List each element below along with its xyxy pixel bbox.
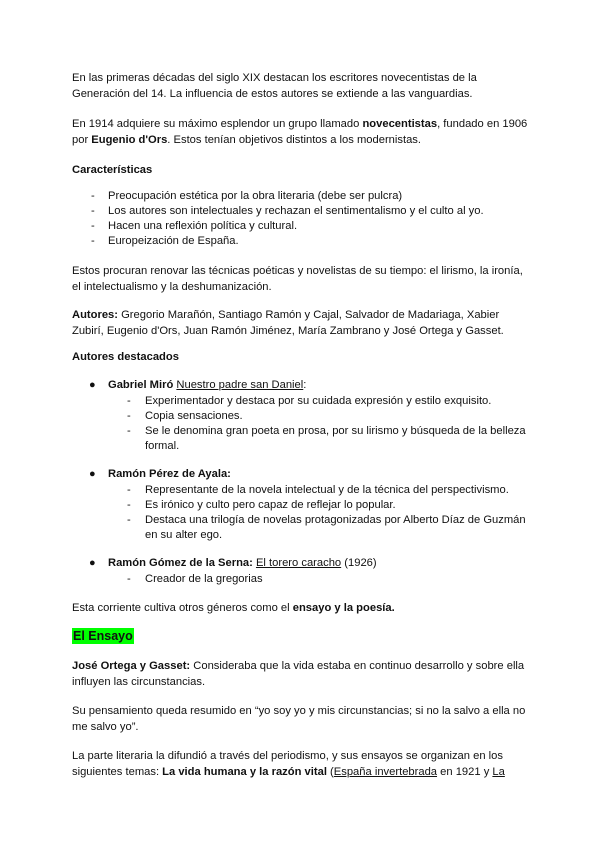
text-run: Gregorio Marañón, Santiago Ramón y Cajal, Salvador de Madariaga, Xabier xyxy=(118,309,500,321)
list-item: Se le denomina gran poeta en prosa, por su lirismo y búsqueda de la belleza xyxy=(145,425,526,437)
renovar-line-2: el intelectualismo y la deshumanización. xyxy=(72,281,272,293)
list-item: Es irónico y culto pero capaz de reflejar lo popular. xyxy=(145,499,396,511)
pensamiento-paragraph xyxy=(72,703,532,735)
work-title: La xyxy=(492,766,505,778)
intro-line-2: Generación del 14. La influencia de estos autores se extiende a las vanguardias. xyxy=(72,88,473,100)
text-run: (1926) xyxy=(341,557,377,569)
dash-bullet: - xyxy=(127,484,131,496)
caracteristicas-heading: Características xyxy=(72,164,153,176)
text-run: Esta corriente cultiva otros géneros como el xyxy=(72,602,293,614)
list-item: Destaca una trilogía de novelas protagonizadas por Alberto Díaz de Guzmán xyxy=(145,514,526,526)
dash-bullet: - xyxy=(127,410,131,422)
text-run: En 1914 adquiere su máximo esplendor un grupo llamado xyxy=(72,118,363,130)
generos-line xyxy=(72,600,532,616)
generos-term: ensayo y la poesía. xyxy=(292,602,395,614)
dash-bullet: - xyxy=(127,573,131,585)
pensamiento-line-1: Su pensamiento queda resumido en “yo soy yo y mis circunstancias; si no la salvo a ella no xyxy=(72,705,526,717)
ortega-line-2: influyen las circunstancias. xyxy=(72,676,206,688)
author-name: Gabriel Miró xyxy=(108,379,174,391)
list-item: Copia sensaciones. xyxy=(145,410,243,422)
dash-bullet: - xyxy=(127,425,131,437)
list-item: Experimentador y destaca por su cuidada expresión y estilo exquisito. xyxy=(145,395,492,407)
autores-line-2: Zubirí, Eugenio d'Ors, Juan Ramón Jiménez, María Zambrano y José Ortega y Gasset. xyxy=(72,325,504,337)
esplendor-line-2 xyxy=(72,132,532,148)
text-run: . Estos tenían objetivos distintos a los modernistas. xyxy=(167,134,422,146)
ensayo-heading: El Ensayo xyxy=(73,629,133,643)
dash-bullet: - xyxy=(91,235,95,247)
work-title: Nuestro padre san Daniel xyxy=(176,379,304,391)
ensayo-heading-wrap xyxy=(72,628,532,645)
intro-paragraph xyxy=(72,70,532,102)
dash-bullet: - xyxy=(127,395,131,407)
text-run: : xyxy=(303,379,307,391)
autores-paragraph xyxy=(72,307,532,339)
text-run: Consideraba que la vida estaba en continuo desarrollo y sobre ella xyxy=(190,660,525,672)
literaria-line-1: La parte literaria la difundió a través del periodismo, y sus ensayos se organizan en los xyxy=(72,750,503,762)
text-run: siguientes temas: xyxy=(72,766,163,778)
autores-label: Autores: xyxy=(72,309,118,321)
list-item: Creador de la gregorias xyxy=(145,573,263,585)
dot-bullet: ● xyxy=(89,468,96,480)
eugenio-dors-name: Eugenio d'Ors xyxy=(91,134,168,146)
novecentistas-term: novecentistas xyxy=(362,118,438,130)
text-run: por xyxy=(72,134,92,146)
text-run: , fundado en 1906 xyxy=(437,118,528,130)
generos-paragraph xyxy=(72,600,532,616)
literaria-line-2 xyxy=(72,764,532,780)
work-title: España invertebrada xyxy=(333,766,438,778)
ortega-line-1 xyxy=(72,658,532,674)
list-item: Europeización de España. xyxy=(108,235,239,247)
dot-bullet: ● xyxy=(89,557,96,569)
text-run: ( xyxy=(326,766,334,778)
list-item: Los autores son intelectuales y rechazan el sentimentalismo y el culto al yo. xyxy=(108,205,484,217)
literaria-paragraph xyxy=(72,748,532,780)
autores-line-1 xyxy=(72,307,532,323)
dash-bullet: - xyxy=(91,190,95,202)
list-item-continuation: formal. xyxy=(145,440,180,452)
renovar-line-1: Estos procuran renovar las técnicas poéticas y novelistas de su tiempo: el lirismo, la ironía, xyxy=(72,265,523,277)
serna-entry xyxy=(108,555,377,571)
work-title: El torero caracho xyxy=(255,557,342,569)
renovar-paragraph xyxy=(72,263,532,295)
ayala-entry: Ramón Pérez de Ayala: xyxy=(108,468,231,480)
esplendor-paragraph xyxy=(72,116,532,148)
autores-destacados-heading: Autores destacados xyxy=(72,351,179,363)
dash-bullet: - xyxy=(91,220,95,232)
pensamiento-line-2: me salvo yo”. xyxy=(72,721,139,733)
theme-term: La vida humana y la razón vital xyxy=(162,766,327,778)
esplendor-line-1 xyxy=(72,116,532,132)
list-item: Preocupación estética por la obra literaria (debe ser pulcra) xyxy=(108,190,403,202)
ortega-paragraph xyxy=(72,658,532,690)
list-item-continuation: en su alter ego. xyxy=(145,529,223,541)
dash-bullet: - xyxy=(127,499,131,511)
author-name: Ramón Gómez de la Serna: xyxy=(108,557,253,569)
text-run: en 1921 y xyxy=(437,766,493,778)
intro-line-1: En las primeras décadas del siglo XIX destacan los escritores novecentistas de la xyxy=(72,72,477,84)
author-name: José Ortega y Gasset: xyxy=(72,660,191,672)
list-item: Hacen una reflexión política y cultural. xyxy=(108,220,298,232)
dash-bullet: - xyxy=(127,514,131,526)
miro-entry xyxy=(108,377,306,393)
dash-bullet: - xyxy=(91,205,95,217)
dot-bullet: ● xyxy=(89,379,96,391)
list-item: Representante de la novela intelectual y de la técnica del perspectivismo. xyxy=(145,484,509,496)
